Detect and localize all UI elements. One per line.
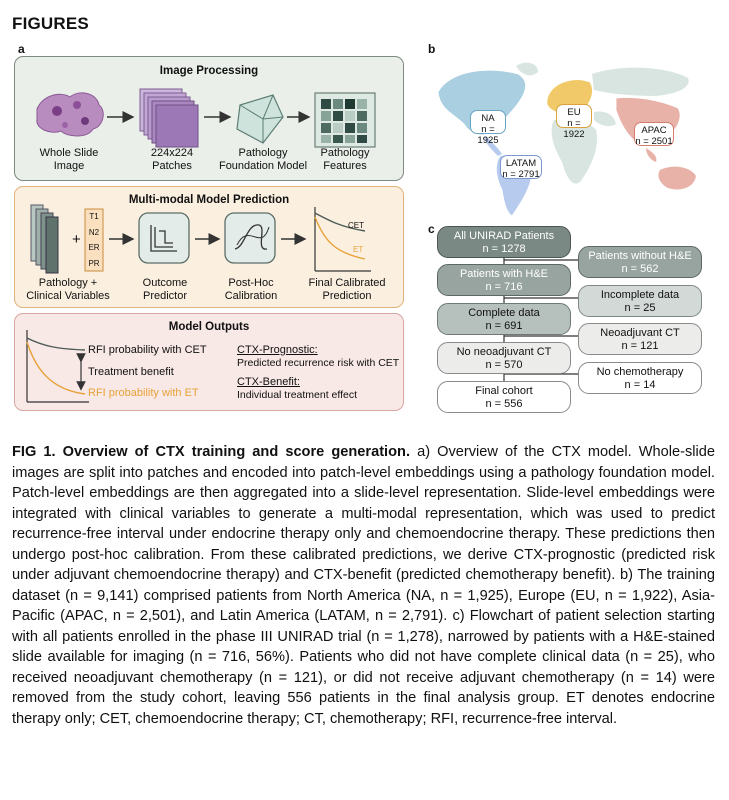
ctx-prognostic-title: CTX-Prognostic: <box>237 344 318 356</box>
et-curve-label: ET <box>353 245 364 254</box>
panel-label-a: a <box>18 42 25 56</box>
step-calibration-caption: Post-Hoc Calibration <box>224 277 278 302</box>
panel-label-c: c <box>428 222 435 236</box>
ctx-prognostic-desc: Predicted recurrence risk with CET <box>237 357 400 369</box>
ctx-benefit-title: CTX-Benefit: <box>237 376 300 388</box>
step-clinical-caption: Pathology + Clinical Variables <box>26 277 110 302</box>
pathology-embedding-icon <box>31 205 58 273</box>
figure-caption <box>12 442 715 729</box>
image-processing-title: Image Processing <box>159 65 259 77</box>
calibrated-prediction-plot <box>315 207 371 271</box>
flow-excluded-incomplete: Incomplete data n = 25 <box>578 285 702 317</box>
step-outcome-caption: Outcome Predictor <box>142 277 188 302</box>
flow-final-cohort: Final cohort n = 556 <box>437 381 571 413</box>
ctx-benefit-desc: Individual treatment effect <box>237 389 358 401</box>
step-final-caption: Final Calibrated Prediction <box>308 277 386 302</box>
latam-label-box: LATAM n = 2791 <box>500 155 542 179</box>
whole-slide-image-icon <box>37 93 103 136</box>
flow-patients-with-he: Patients with H&E n = 716 <box>437 264 571 296</box>
clinical-variable-list: T1 N2 ER PR <box>88 212 100 268</box>
figures-heading: FIGURES <box>12 14 89 33</box>
image-processing-panel <box>14 56 404 181</box>
panel-label-b: b <box>428 42 436 56</box>
model-outputs-panel <box>14 313 404 411</box>
caption-body: a) Overview of the CTX model. Whole-slide images are split into patches and encoded into patch-level embeddings using a pathology foundation model. Patch-level embeddings are then aggregated into a slide-level representation. Slide-level embeddings were integrated with clinical variables to generate a multi-modal representation, which was used to predict recurrence-free interval under endocrine therapy only and chemoendocrine therapy. These predictions then undergo post-hoc calibration. From these calibrated predictions, we derive CTX-prognostic (predicted risk under adjuvant chemoendocrine therapy) and CTX-benefit (predicted chemotherapy benefit). b) The training dataset (n = 9,141) comprised patients from North America (NA, n = 1,925), Europe (EU, n = 1,922), Asia-Pacific (APAC, n = 2,501), and Latin America (LATAM, n = 2,791). c) Flowchart of patient selection starting with all patients enrolled in the phase III UNIRAD trial (n = 1,278), narrowed by patients with a H&E-stained slide available for imaging (n = 716, 56%). Patients who did not have complete clinical data (n = 25), who received neoadjuvant chemotherapy (n = 121), or did not receive adjuvant chemotherapy (n = 14) were removed from the study cohort, leaving 556 patients in the final analysis group. ET denotes endocrine therapy only; CET, chemoendocrine therapy; CT, chemotherapy; RFI, recurrence-free interval. <box>12 444 715 727</box>
step-patches-caption: 224x224 Patches <box>150 147 194 172</box>
multimodal-panel <box>14 186 404 308</box>
foundation-model-icon <box>237 95 283 143</box>
patches-stack-icon <box>140 89 198 147</box>
plus-sign: + <box>72 231 81 248</box>
apac-label-box: APAC n = 2501 <box>634 122 674 146</box>
cet-curve-label: CET <box>348 221 364 230</box>
flow-excluded-no-chemo: No chemotherapy n = 14 <box>578 362 702 394</box>
flow-complete-data: Complete data n = 691 <box>437 303 571 335</box>
step-whole-slide-caption: Whole Slide Image <box>39 147 99 172</box>
model-outputs-title: Model Outputs <box>168 321 250 333</box>
step-features-caption: Pathology Features <box>320 147 370 172</box>
eu-label-box: EU n = 1922 <box>556 104 592 128</box>
flow-all-patients: All UNIRAD Patients n = 1278 <box>437 226 571 258</box>
calibration-icon <box>225 213 275 263</box>
flow-excluded-no-he: Patients without H&E n = 562 <box>578 246 702 278</box>
caption-title: FIG 1. Overview of CTX training and score generation. <box>12 444 410 460</box>
multimodal-title: Multi-modal Model Prediction <box>128 194 290 206</box>
outcome-predictor-icon <box>139 213 189 263</box>
flow-no-neoadjuvant: No neoadjuvant CT n = 570 <box>437 342 571 374</box>
flow-excluded-neoadjuvant: Neoadjuvant CT n = 121 <box>578 323 702 355</box>
rfi-cet-label: RFI probability with CET <box>88 344 207 356</box>
rfi-et-label: RFI probability with ET <box>88 387 199 399</box>
na-label-box: NA n = 1925 <box>470 110 506 134</box>
pathology-features-icon <box>315 93 375 147</box>
treatment-benefit-label: Treatment benefit <box>88 366 174 378</box>
step-foundation-model-caption: Pathology Foundation Model <box>218 147 308 172</box>
